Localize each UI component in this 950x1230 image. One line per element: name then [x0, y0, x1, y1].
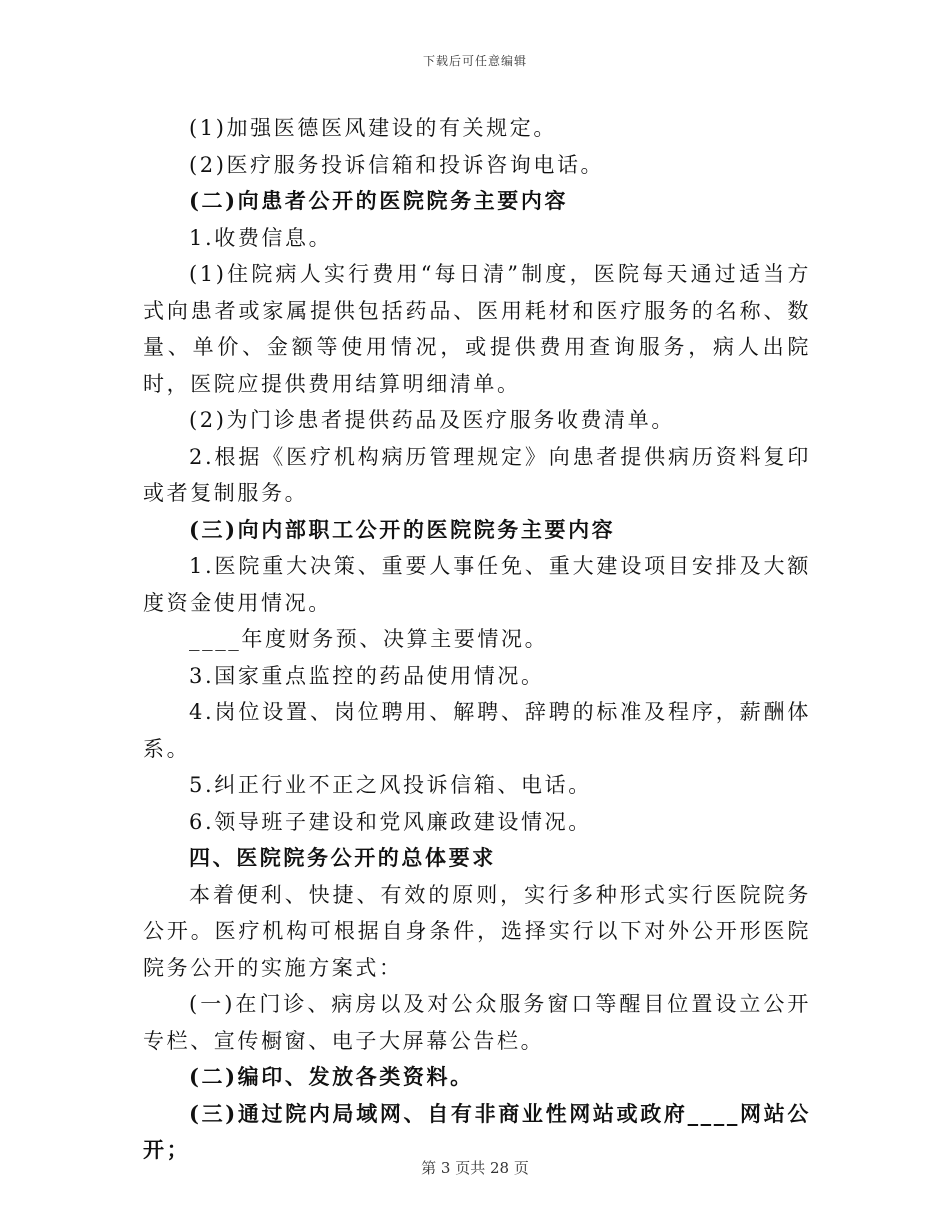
section-heading: 四、医院院务公开的总体要求 — [189, 845, 496, 870]
paragraph: (三)通过院内局域网、自有非商业性网站或政府____网站公开； — [143, 1100, 811, 1162]
paragraph: 本着便利、快捷、有效的原则，实行多种形式实行医院院务公开。医疗机构可根据自身条件，选择实行以下对外公开形医院院务公开的实施方案式： — [143, 882, 811, 980]
paragraph: (一)在门诊、病房以及对公众服务窗口等醒目位置设立公开专栏、宣传橱窗、电子大屏幕公告栏。 — [143, 992, 811, 1053]
paragraph: 3.国家重点监控的药品使用情况。 — [189, 663, 545, 688]
paragraph: (二)编印、发放各类资料。 — [189, 1064, 474, 1089]
section-heading: (二)向患者公开的医院院务主要内容 — [189, 188, 569, 213]
paragraph: 4.岗位设置、岗位聘用、解聘、辞聘的标准及程序，薪酬体系。 — [143, 700, 811, 761]
paragraph: 1.收费信息。 — [189, 225, 333, 250]
paragraph: 2.根据《医疗机构病历管理规定》向患者提供病历资料复印或者复制服务。 — [143, 444, 811, 505]
page-header: 下载后可任意编辑 — [422, 54, 527, 68]
paragraph: (2)为门诊患者提供药品及医疗服务收费清单。 — [189, 408, 675, 432]
paragraph: ____年度财务预、决算主要情况。 — [189, 627, 549, 651]
paragraph: (1)加强医德医风建设的有关规定。 — [189, 116, 557, 140]
paragraph: (2)医疗服务投诉信箱和投诉咨询电话。 — [189, 152, 605, 177]
paragraph: (1)住院病人实行费用“每日清”制度，医院每天通过适当方式向患者或家属提供包括药品、医用耗材和医疗服务的名称、数量、单价、金额等使用情况，或提供费用查询服务，病人出院时，医院应提供费用结算明细清单。 — [143, 262, 811, 396]
document-body — [143, 110, 811, 1169]
section-heading: (三)向内部职工公开的医院院务主要内容 — [189, 516, 616, 542]
paragraph: 1.医院重大决策、重要人事任免、重大建设项目安排及大额度资金使用情况。 — [143, 554, 811, 615]
page-footer: 第 3 页共 28 页 — [421, 1159, 529, 1177]
paragraph: 6.领导班子建设和党风廉政建设情况。 — [189, 809, 592, 834]
paragraph: 5.纠正行业不正之风投诉信箱、电话。 — [189, 773, 592, 797]
